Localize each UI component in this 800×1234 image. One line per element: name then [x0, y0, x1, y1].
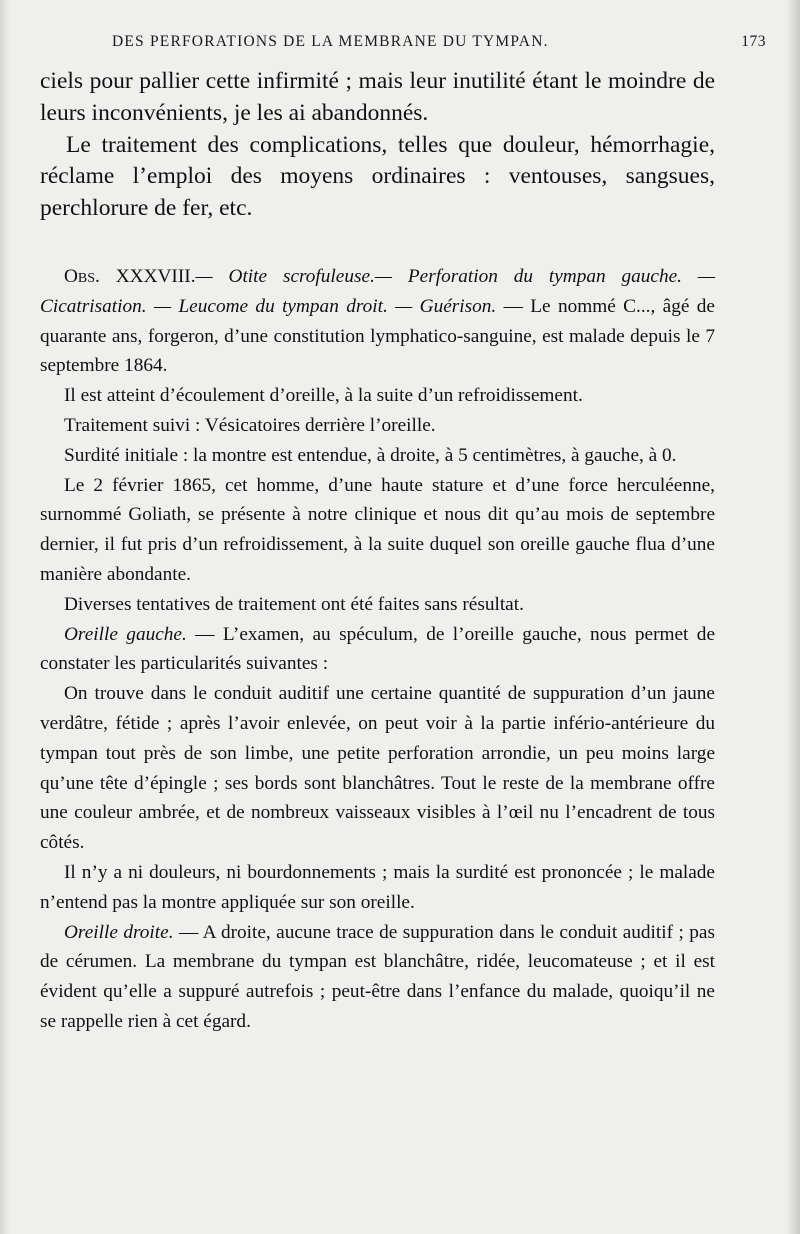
running-title: DES PERFORATIONS DE LA MEMBRANE DU TYMPAN.: [112, 33, 549, 50]
oreille-droite-text: — A droite, aucune trace de suppuration dans le conduit auditif ; pas de cérumen. La membrane du tympan est blanchâtre, ridée, leucomateuse ; et il est évident qu’elle a suppuré autrefois ; peut-être dans l’enfance du malade, quoiqu’il ne se rappelle rien à cet égard.: [40, 921, 715, 1032]
running-header: [112, 33, 766, 59]
intro-paragraph-1: ciels pour pallier cette infirmité ; mais leur inutilité étant le moindre de leurs inconvénients, je les ai abandonnés.: [40, 68, 715, 126]
paragraph-fevrier: Le 2 février 1865, cet homme, d’une haute stature et d’une force herculéenne, surnommé Goliath, se présente à notre clinique et nous dit qu’au mois de septembre dernier, il fut pris d’un refroidissement, à la suite duquel son oreille gauche flua d’une manière abondante.: [40, 474, 715, 585]
paragraph-conduit: On trouve dans le conduit auditif une certaine quantité de suppuration d’un jaune verdâtre, fétide ; après l’avoir enlevée, on peut voir à la partie infério-antérieure du tympan tout près de son limbe, une petite perforation arrondie, un peu moins large qu’une tête d’épingle ; ses bords sont blanchâtres. Tout le reste de la membrane offre une couleur ambrée, et de nombreux vaisseaux visibles à l’œil nu l’encadrent de tous côtés.: [40, 683, 715, 854]
paragraph-tentatives: Diverses tentatives de traitement ont été faites sans résultat.: [64, 593, 524, 615]
paragraph-surdite: Surdité initiale : la montre est entendue, à droite, à 5 centimètres, à gauche, à 0.: [64, 444, 677, 466]
intro-paragraph-2: Le traitement des complications, telles que douleur, hémorrhagie, réclame l’emploi des moyens ordinaires : ventouses, sangsues, perchlorure de fer, etc.: [40, 131, 715, 222]
oreille-droite-label: Oreille droite.: [64, 921, 174, 943]
page-number: 173: [741, 33, 766, 50]
observation-heading-paragraph: [40, 262, 715, 381]
oreille-gauche-text: — L’examen, au spéculum, de l’oreille gauche, nous permet de constater les particularités suivantes :: [40, 623, 716, 675]
oreille-gauche-label: Oreille gauche.: [64, 623, 187, 645]
paragraph-traitement: Traitement suivi : Vésicatoires derrière l’oreille.: [64, 414, 436, 436]
paragraph-oreille-gauche: [40, 620, 715, 680]
paragraph-oreille-droite: [40, 918, 715, 1037]
observation-text: [40, 262, 715, 1037]
paragraph-ecoulement: Il est atteint d’écoulement d’oreille, à la suite d’un refroidissement.: [64, 385, 583, 407]
page-right-edge: [786, 0, 800, 1234]
observation-intro: — Le nommé C..., âgé de quarante ans, forgeron, d’une constitution lymphatico-sanguine, est malade depuis le 7 septembre 1864.: [40, 295, 715, 377]
observation-title: — Otite scrofuleuse.— Perforation du tympan gauche. — Cicatrisation. — Leucome du tympan droit. — Guérison.: [40, 266, 715, 317]
intro-text: [40, 66, 715, 225]
observation-label: Obs. XXXVIII.: [64, 266, 196, 287]
paragraph-douleurs: Il n’y a ni douleurs, ni bourdonnements ; mais la surdité est prononcée ; le malade n’entend pas la montre appliquée sur son oreille.: [40, 861, 715, 913]
page-left-edge: [0, 0, 10, 1234]
